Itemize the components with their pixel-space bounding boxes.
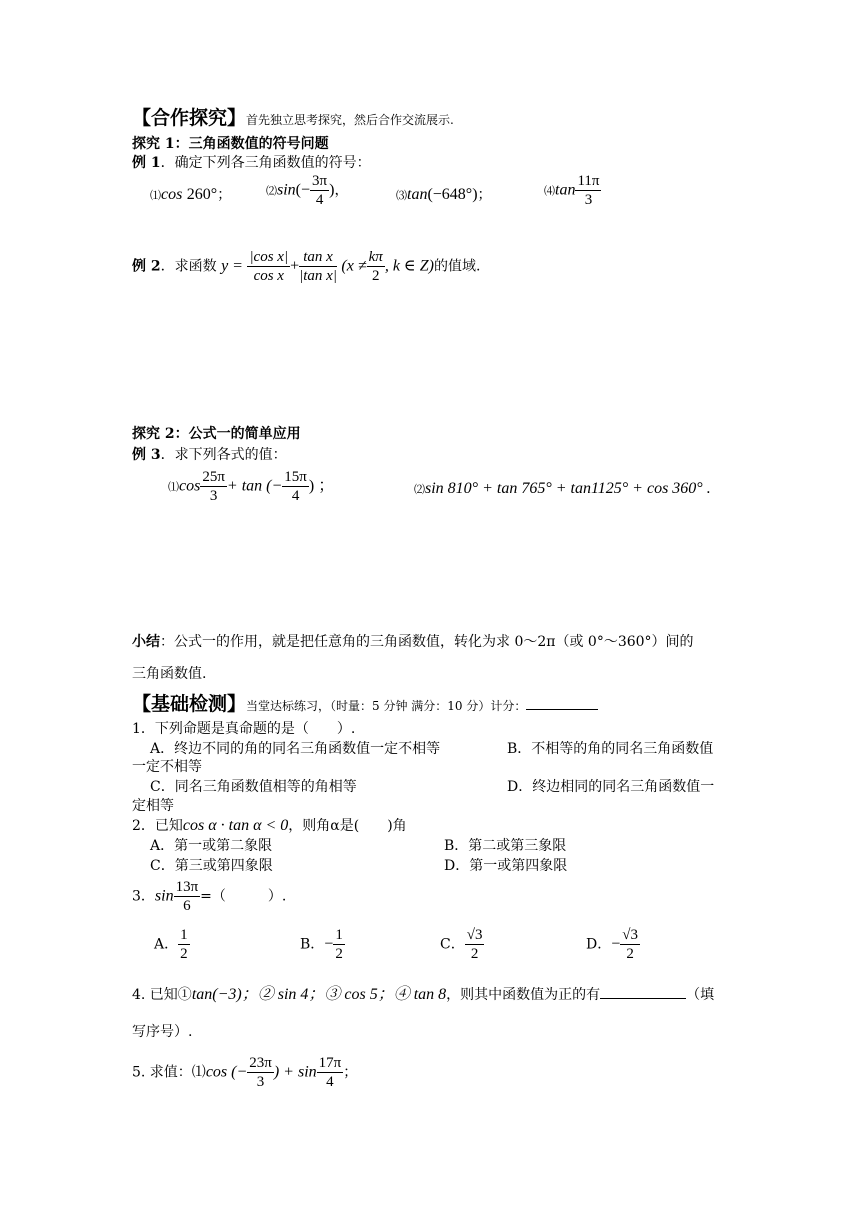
section-heading-cooperative [132, 108, 454, 130]
angle-value: (−648°) [427, 186, 478, 203]
fraction [367, 248, 385, 285]
angle-value: 260° [186, 186, 218, 203]
fraction [178, 926, 190, 963]
fraction [299, 248, 337, 285]
example-3-prompt [132, 445, 287, 465]
denominator: 4 [315, 192, 324, 208]
example-1-item-2: ⑵sin(− $\frac{3\pi}{4}$ )， [266, 173, 349, 208]
denominator: cos x [253, 268, 284, 284]
section-title: 【基础检测】 [132, 693, 247, 715]
func-name: sin [277, 181, 296, 199]
fraction [465, 926, 485, 963]
q1-option-d: D．终边相同的同名三角函数值一 [507, 779, 715, 795]
item-marker: ⑴ [150, 189, 161, 202]
fraction [333, 926, 345, 963]
question-2 [132, 816, 407, 836]
q1-option-b: B．不相等的角的同名三角函数值 [507, 741, 714, 757]
example-text: ．确定下列各三角函数值的符号： [160, 155, 371, 171]
example-label: 例 2 [132, 258, 161, 275]
denominator: 6 [183, 898, 191, 914]
numerator: 17π [318, 1055, 342, 1071]
denominator: 3 [256, 1074, 265, 1090]
fraction [200, 468, 227, 505]
denominator: 2 [470, 946, 479, 962]
fraction [282, 468, 309, 505]
fraction [247, 1054, 274, 1091]
denominator: 3 [209, 488, 218, 504]
explore-1-title: 探究 1：三角函数值的符号问题 [132, 136, 329, 152]
func-name: cos [179, 477, 201, 495]
expression: sin 810° + tan 765° + tan1125° + cos 360° . [425, 480, 711, 497]
q4-prefix: 4. 已知① [132, 987, 192, 1003]
question-3 [132, 878, 286, 915]
expr-end: ) ； [308, 477, 335, 495]
q3-option-a [154, 926, 190, 963]
q3-suffix: =（ ）. [200, 888, 287, 905]
section-title: 【合作探究】 [132, 107, 247, 129]
numerator: 1 [335, 927, 343, 943]
item-marker: ⑷ [544, 184, 555, 198]
question-4 [132, 984, 714, 1005]
numerator: 3π [312, 173, 328, 189]
fraction [247, 248, 290, 285]
func-name: tan [407, 186, 428, 203]
numerator: √3 [622, 927, 638, 943]
q5-part-a: cos (− [205, 1063, 248, 1081]
explore-2-title: 探究 2：公式一的简单应用 [132, 426, 301, 442]
fraction [575, 172, 601, 209]
q3-prefix: 3． [132, 888, 155, 905]
denominator: 2 [626, 946, 634, 962]
option-label: C． [440, 936, 465, 953]
example-3-item-2 [414, 478, 711, 501]
q3-option-b: B．− $\frac{1}{2}$ [300, 927, 343, 962]
item-marker: ⑵ [266, 184, 277, 198]
q2-prefix: 2．已知 [132, 818, 183, 834]
q4-expressions: tan(−3)；② sin 4；③ cos 5；④ tan 8 [191, 986, 447, 1003]
q1-option-b-cont: 一定不相等 [132, 759, 202, 775]
q1-option-c: C．同名三角函数值相等的角相等 [150, 779, 357, 795]
func-name: cos [161, 186, 183, 203]
numerator: kπ [368, 249, 383, 265]
domain-open: (x ≠ [341, 257, 367, 275]
fraction [317, 1054, 344, 1091]
score-blank[interactable] [526, 697, 598, 710]
q2-option-b: B．第二或第三象限 [444, 838, 567, 854]
example-label: 例 1 [132, 155, 161, 171]
denominator: 4 [326, 1074, 334, 1090]
numerator: 13π [175, 879, 199, 895]
numerator: 15π [284, 469, 307, 485]
q1-option-d-cont: 定相等 [132, 798, 174, 814]
q4-suffix: ，则其中函数值为正的有 [446, 987, 601, 1003]
option-label: B． [300, 936, 325, 953]
item-marker: ⑶ [396, 189, 407, 202]
numerator: |cos x| [249, 249, 289, 265]
example-1-prompt [132, 153, 371, 173]
question-4-cont: 写序号）. [132, 1024, 193, 1040]
q2-suffix: ，则角α是( )角 [288, 818, 407, 834]
fraction [620, 926, 640, 963]
expr-part: + tan (− [226, 477, 283, 495]
option-label: D． [586, 936, 612, 953]
q5-prefix: 5. 求值：⑴ [132, 1064, 206, 1081]
item-marker: ⑴ [168, 480, 179, 494]
numerator: 25π [202, 469, 225, 485]
example-1-items: ⑴cos 260°； [150, 186, 232, 203]
q4-tail: （填 [686, 987, 715, 1003]
q3-option-c [440, 926, 484, 963]
q3-func: sin [154, 887, 174, 905]
denominator: 2 [180, 946, 188, 962]
summary-line-2: 三角函数值. [132, 666, 207, 682]
fraction [310, 172, 329, 209]
option-label: A． [154, 936, 179, 953]
fraction [174, 878, 201, 915]
example-text: ．求函数 [160, 258, 217, 275]
q3-option-d: D．− $\frac{√3}{2}$ [586, 927, 638, 962]
section-heading-basic-test [132, 694, 598, 716]
numerator: 11π [577, 173, 600, 189]
example-3-item-1 [168, 468, 334, 505]
question-5 [132, 1054, 357, 1091]
denominator: 3 [584, 192, 593, 208]
func-lhs: y = [221, 257, 243, 275]
section-note: 当堂达标练习，（时量：5 分钟 满分：10 分）计分： [246, 699, 527, 713]
denominator: |tan x| [299, 268, 337, 284]
q2-expression: cos α · tan α < 0 [182, 817, 289, 834]
func-name: tan [555, 181, 576, 199]
example-text: ．求下列各式的值： [160, 447, 287, 463]
summary-line-1 [132, 632, 694, 652]
summary-text: ：公式一的作用，就是把任意角的三角函数值，转化为求 0～2π（或 0°～360°）间的 [160, 634, 694, 650]
domain-close: , k ∈ Z) [384, 257, 434, 275]
q5-part-b: ) + sin [273, 1063, 317, 1081]
numerator: √3 [466, 927, 483, 943]
denominator: 2 [371, 268, 380, 284]
question-1: 1．下列命题是真命题的是（ ）. [132, 721, 356, 737]
numerator: 23π [249, 1055, 272, 1071]
section-note: 首先独立思考探究，然后合作交流展示. [246, 113, 454, 127]
q2-option-a: A．第一或第二象限 [150, 838, 273, 854]
example-1-item-3: ⑶tan(−648°)； [396, 186, 492, 203]
denominator: 4 [291, 488, 300, 504]
example-2: 例 2．求函数 y = $\frac{\text{|cos x|}}{\text{cos x}}$ + $\frac{\text{tan x}}{\text{|tan x|}}$ (x ≠ $\frac{k\pi}{2}$ , k ∈ Z)的值域. [132, 249, 481, 284]
q2-option-d: D．第一或第四象限 [444, 858, 568, 874]
q4-answer-blank[interactable] [600, 984, 686, 999]
example-label: 例 3 [132, 447, 161, 463]
example-text-end: 的值域. [433, 258, 481, 275]
denominator: 2 [335, 946, 343, 962]
item-marker: ⑵ [414, 483, 425, 496]
q5-suffix: ； [343, 1064, 358, 1081]
q1-option-a: A．终边不同的角的同名三角函数值一定不相等 [150, 741, 441, 757]
summary-label: 小结 [132, 634, 160, 650]
q2-option-c: C．第三或第四象限 [150, 858, 273, 874]
numerator: 1 [180, 927, 188, 943]
example-1-item-4 [544, 172, 601, 209]
numerator: tan x [299, 248, 337, 267]
